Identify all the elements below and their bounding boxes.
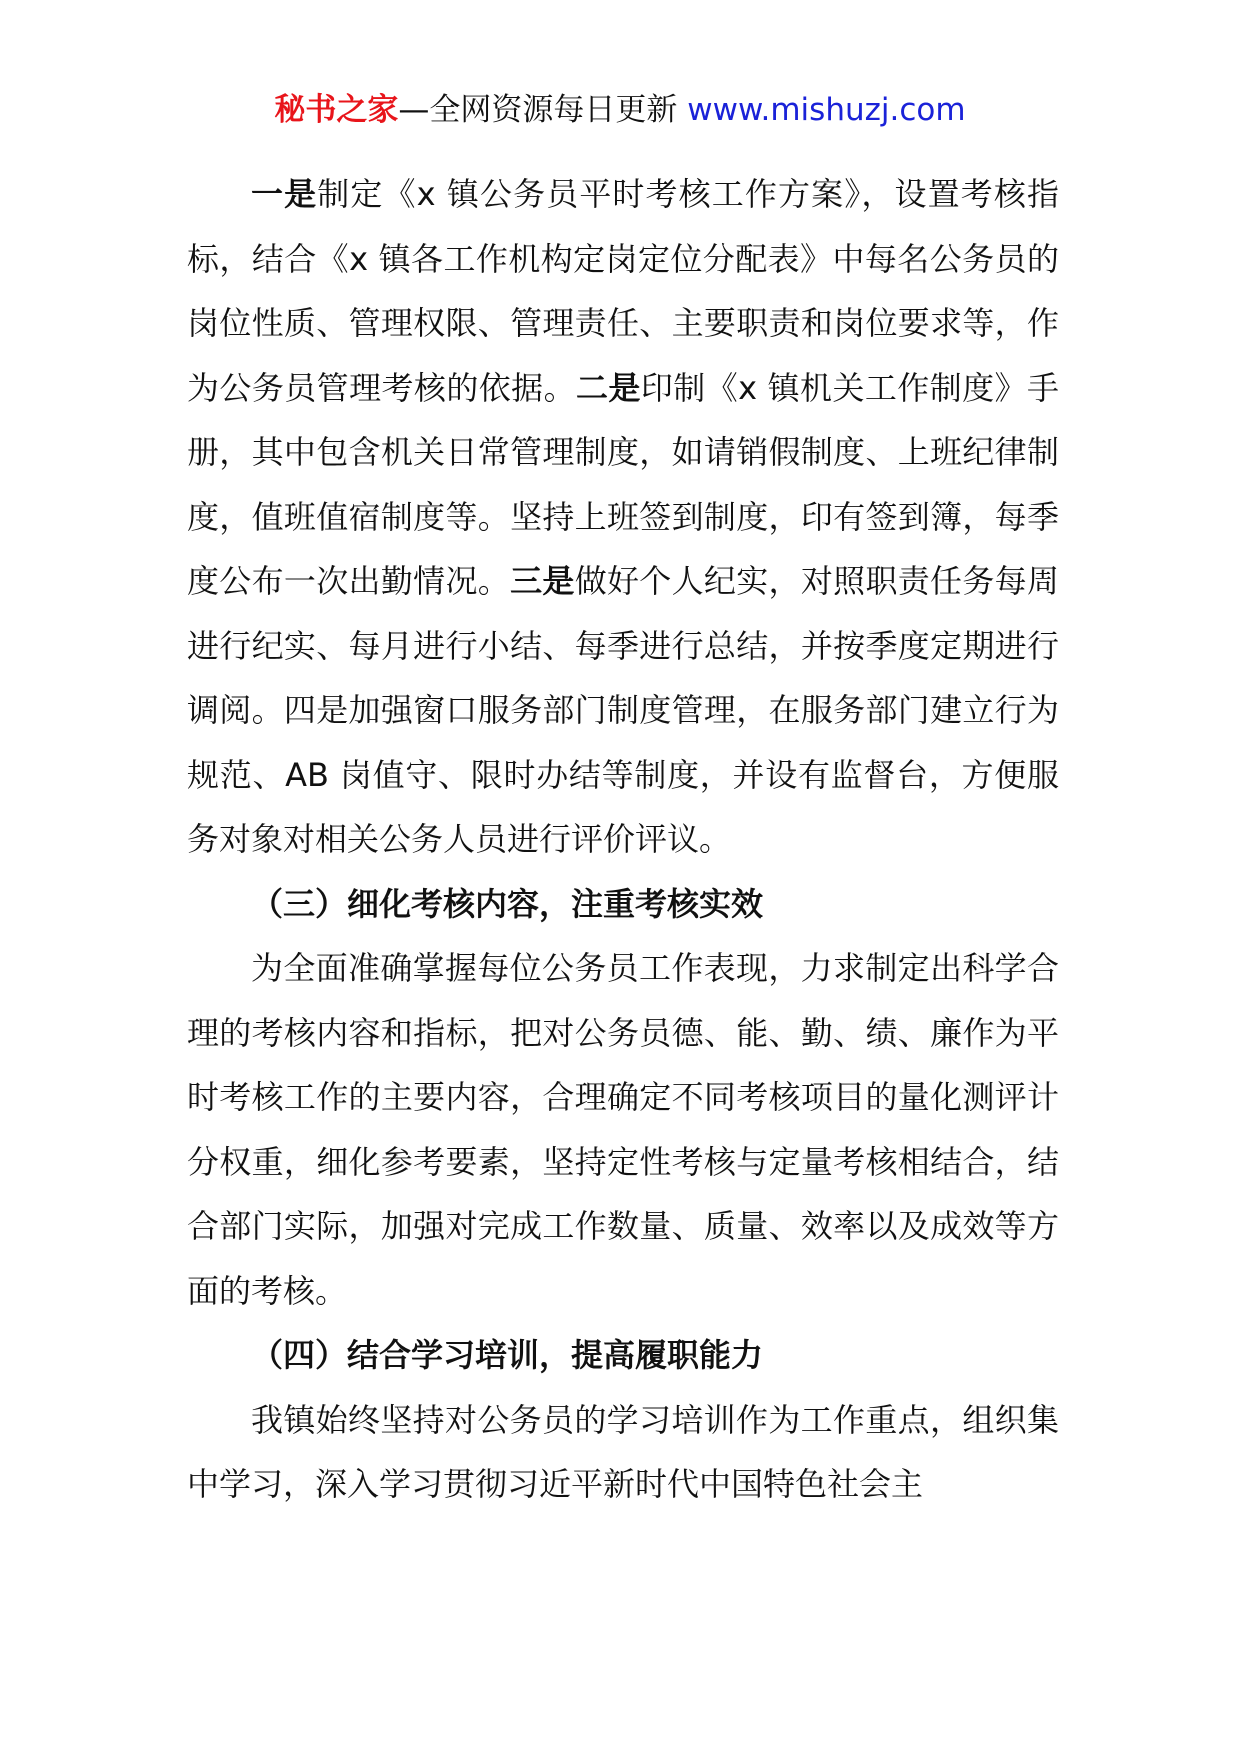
lead-three: 三是 <box>510 562 575 600</box>
site-header <box>0 88 1240 132</box>
document-body <box>187 162 1059 1517</box>
paragraph-assessment: 为全面准确掌握每位公务员工作表现，力求制定出科学合理的考核内容和指标，把对公务员德、能、勤、绩、廉作为平时考核工作的主要内容，合理确定不同考核项目的量化测评计分权重，细化参考要素，坚持定性考核与定量考核相结合，结合部门实际，加强对完成工作数量、质量、效率以及成效等方面的考核。 <box>187 949 1059 1310</box>
section-heading-4: （四）结合学习培训，提高履职能力 <box>251 1336 764 1374</box>
paragraph-text: 制定《x 镇公务员平时考核工作方案》，设置考核指标，结合《x 镇各工作机构定岗定位分配表》中每名公务员的岗位性质、管理权限、管理责任、主要职责和岗位要求等，作为公务员管理考核的依据。 <box>187 175 1059 407</box>
section-heading-3: （三）细化考核内容，注重考核实效 <box>251 884 764 923</box>
site-tagline: —全网资源每日更新 <box>398 92 678 128</box>
paragraph-text: 做好个人纪实，对照职责任务每周进行纪实、每月进行小结、每季进行总结，并按季度定期进行调阅。四是加强窗口服务部门制度管理，在服务部门建立行为规范、AB 岗值守、限时办结等制度，并设有监督台，方便服务对象对相关公务人员进行评价评议。 <box>187 562 1059 858</box>
paragraph-measures <box>187 162 1059 872</box>
lead-one: 一是 <box>251 175 318 213</box>
site-url-link[interactable]: www.mishuzj.com <box>687 92 966 128</box>
paragraph-text: 印制《x 镇机关工作制度》手册，其中包含机关日常管理制度，如请销假制度、上班纪律制度，值班值宿制度等。坚持上班签到制度，印有签到簿，每季度公布一次出勤情况。 <box>187 368 1059 600</box>
paragraph-training: 我镇始终坚持对公务员的学习培训作为工作重点，组织集中学习，深入学习贯彻习近平新时代中国特色社会主 <box>187 1400 1059 1503</box>
lead-two: 二是 <box>576 368 641 407</box>
site-brand: 秘书之家 <box>274 92 399 128</box>
